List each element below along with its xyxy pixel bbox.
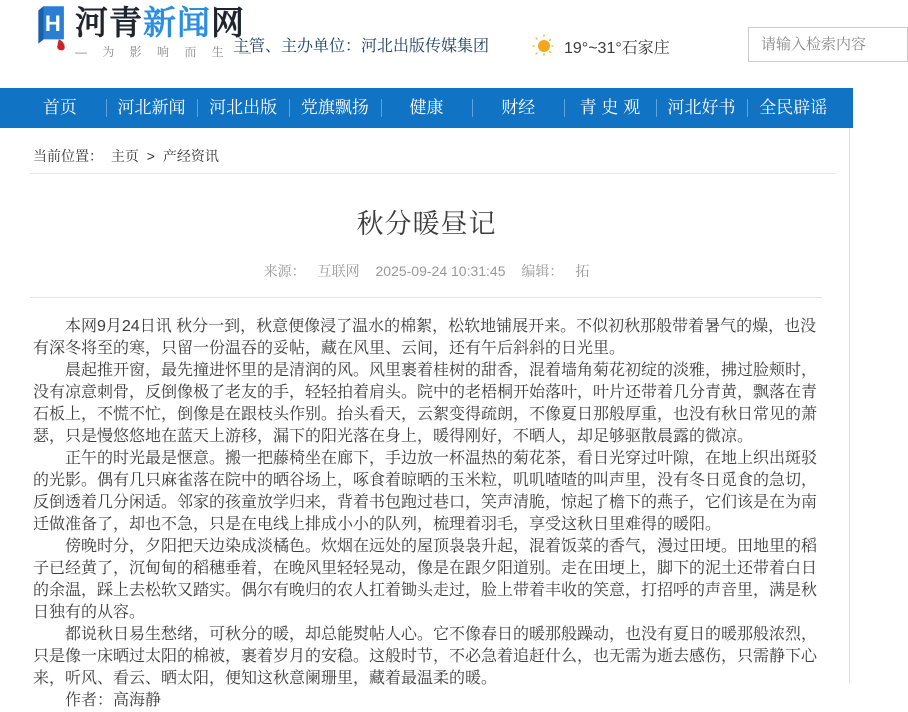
article-meta xyxy=(0,261,853,281)
meta-divider xyxy=(30,297,822,298)
nav-item-home[interactable]: 首页 xyxy=(42,98,77,117)
breadcrumb-current-link[interactable]: 产经资讯 xyxy=(162,148,219,164)
breadcrumb xyxy=(0,128,853,174)
search-box xyxy=(748,27,908,62)
article-paragraph: 傍晚时分，夕阳把天边染成淡橘色。炊烟在远处的屋顶袅袅升起，混着饭菜的香气，漫过田埂。田地里的稻子已经黄了，沉甸甸的稻穗垂着，在晚风里轻轻晃动，像是在跟夕阳道别。走在田埂上，脚下的泥土还带着白日的余温，踩上去松软又踏实。偶尔有晚归的农人扛着锄头走过，脸上带着丰收的笑意，打招呼的声音里，满是秋日独有的从容。 xyxy=(33,538,818,621)
article-paragraph: 正午的时光最是惬意。搬一把藤椅坐在廊下，手边放一杯温热的菊花茶，看日光穿过叶隙，在地上织出斑驳的光影。偶有几只麻雀落在院中的晒谷场上，啄食着晾晒的玉米粒，叽叽喳喳的叫声里，没有冬日觅食的急切，反倒透着几分闲适。邻家的孩童放学归来，背着书包跑过巷口，笑声清脆，惊起了檐下的燕子，它们该是在为南迁做准备了，却也不急，只是在电线上排成小小的队列，梳理着羽毛，享受这秋日里难得的暖阳。 xyxy=(33,450,818,533)
meta-editor-value: 拓 xyxy=(575,263,590,279)
search-input[interactable] xyxy=(749,28,907,61)
nav-item-history-view[interactable]: 青 史 观 xyxy=(564,88,656,128)
meta-datetime: 2025-09-24 10:31:45 xyxy=(375,263,506,279)
site-header xyxy=(0,0,853,88)
weather-text: 19°~31°石家庄 xyxy=(564,39,670,57)
main-nav xyxy=(0,88,853,128)
svg-text:H: H xyxy=(44,10,61,36)
logo-book-icon xyxy=(35,5,69,55)
breadcrumb-label: 当前位置： xyxy=(33,148,103,164)
article-paragraph: 本网9月24日讯 秋分一到，秋意便像浸了温水的棉絮，松软地铺展开来。不似初秋那般带着暑气的燥，也没有深冬将至的寒，只留一份温吞的妥帖，藏在风里、云间，还有午后斜斜的日光里。 xyxy=(33,318,817,357)
breadcrumb-home-link[interactable]: 主页 xyxy=(110,148,139,164)
nav-item-hebei-publishing[interactable]: 河北出版 xyxy=(197,88,289,128)
meta-source-label: 来源： xyxy=(263,263,306,279)
article-paragraph: 都说秋日易生愁绪，可秋分的暖，却总能熨帖人心。它不像春日的暖那般躁动，也没有夏日的暖那般浓烈，只是像一床晒过太阳的棉被，裹着岁月的安稳。这般时节，不必急着追赶什么，也无需为逝去感伤，只需静下心来，听风、看云、晒太阳，便知这秋意阑珊里，藏着最温柔的暖。 xyxy=(33,626,818,687)
article-author: 作者：高海静 xyxy=(65,692,162,709)
logo-tagline: — 为 影 响 而 生 — xyxy=(75,45,258,59)
breadcrumb-separator: > xyxy=(146,148,155,164)
logo-title-part1: 河青 xyxy=(75,4,143,41)
logo-title xyxy=(75,5,257,41)
nav-item-party-flag[interactable]: 党旗飘扬 xyxy=(289,88,381,128)
weather-widget xyxy=(532,34,670,58)
sponsor-text: 主管、主办单位：河北出版传媒集团 xyxy=(233,38,490,55)
sun-icon xyxy=(532,34,556,58)
page-right-edge xyxy=(849,128,850,683)
article-title: 秋分暖昼记 xyxy=(356,209,497,239)
logo-title-part3: 网 xyxy=(211,4,245,41)
logo-title-part2: 新闻 xyxy=(143,4,211,41)
logo-text xyxy=(75,5,257,60)
nav-item-finance[interactable]: 财经 xyxy=(472,88,564,128)
nav-item-rumor-refutation[interactable]: 全民辟谣 xyxy=(747,88,839,128)
article-body xyxy=(33,316,820,712)
meta-editor-label: 编辑： xyxy=(521,263,564,279)
nav-list xyxy=(0,88,853,128)
nav-item-hebei-books[interactable]: 河北好书 xyxy=(656,88,748,128)
nav-item-hebei-news[interactable]: 河北新闻 xyxy=(106,88,198,128)
meta-source-value: 互联网 xyxy=(317,263,360,279)
article xyxy=(0,174,853,712)
nav-item-health[interactable]: 健康 xyxy=(381,88,473,128)
article-paragraph: 晨起推开窗，最先撞进怀里的是清润的风。风里裹着桂树的甜香，混着墙角菊花初绽的淡雅，拂过脸颊时，没有凉意刺骨，反倒像极了老友的手，轻轻拍着肩头。院中的老梧桐开始落叶，叶片还带着几分青黄，飘落在青石板上，不慌不忙，倒像是在跟枝头作别。抬头看天，云絮变得疏朗，不像夏日那般厚重，也没有秋日常见的萧瑟，只是慢悠悠地在蓝天上游移，漏下的阳光落在身上，暖得刚好，不晒人，却足够驱散晨露的微凉。 xyxy=(33,362,818,445)
site-logo[interactable] xyxy=(35,5,257,60)
